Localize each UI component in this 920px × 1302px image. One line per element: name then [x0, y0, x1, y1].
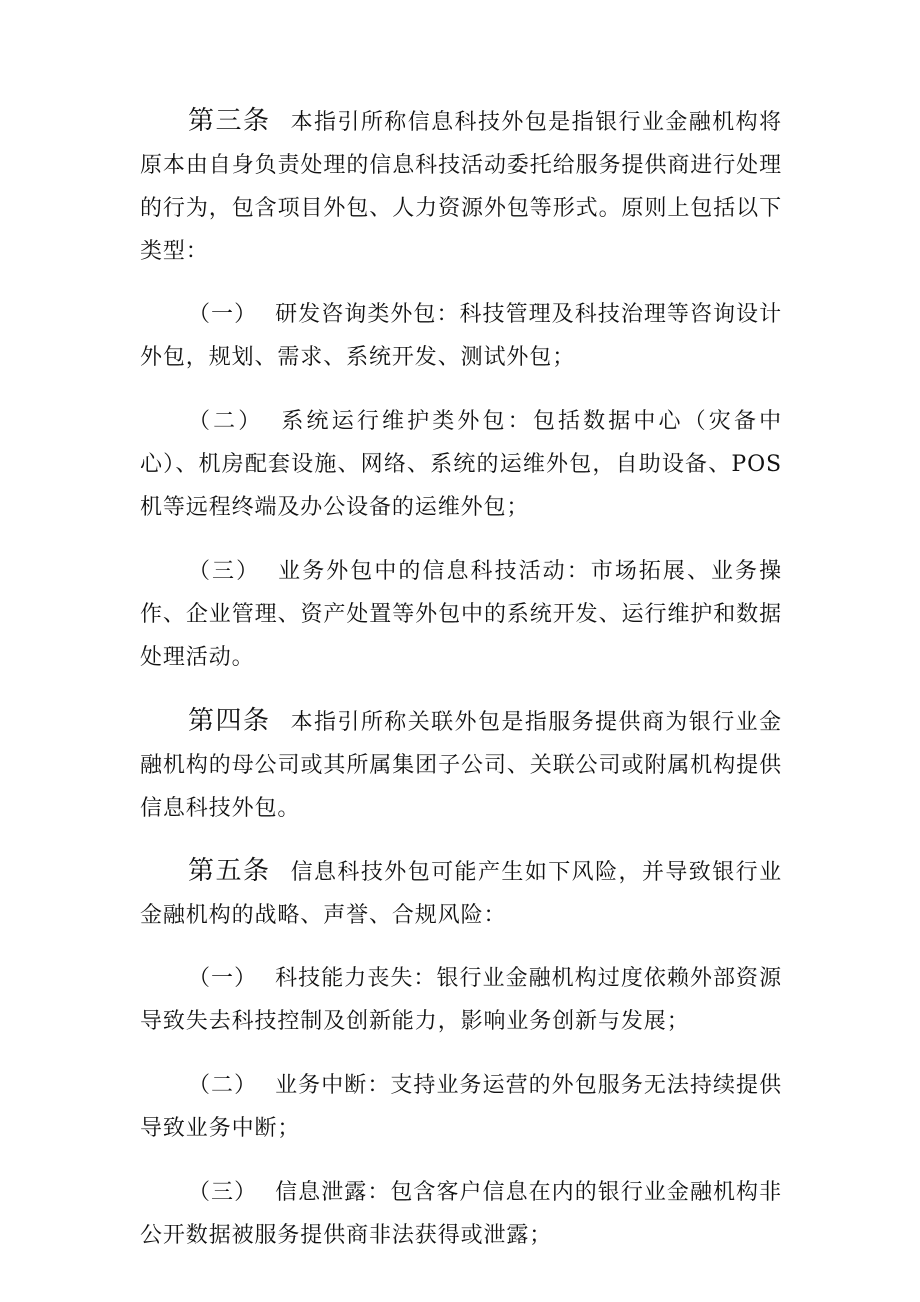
article-4 — [140, 700, 782, 830]
article-5-item-2 — [140, 1064, 782, 1150]
article-5-item-1 — [140, 957, 782, 1043]
item-number: （二） — [188, 1073, 258, 1098]
article-text: 信息科技外包可能产生如下风险，并导致银行业金融机构的战略、声誉、合规风险： — [140, 860, 782, 928]
article-5-item-3 — [140, 1171, 782, 1257]
item-text: 信息泄露：包含客户信息在内的银行业金融机构非公开数据被服务提供商非法获得或泄露； — [140, 1180, 782, 1248]
article-number: 第五条 — [188, 856, 271, 886]
item-number: （二） — [188, 409, 264, 434]
document-page — [140, 100, 782, 1278]
item-number: （一） — [188, 966, 258, 991]
article-number: 第三条 — [188, 106, 271, 136]
item-text: 业务外包中的信息科技活动：市场拓展、业务操作、企业管理、资产处置等外包中的系统开发、运行维护和数据处理活动。 — [140, 559, 783, 670]
article-text: 本指引所称信息科技外包是指银行业金融机构将原本由自身负责处理的信息科技活动委托给服务提供商进行处理的行为，包含项目外包、人力资源外包等形式。原则上包括以下类型： — [140, 110, 782, 264]
item-number: （三） — [188, 1180, 258, 1205]
article-3-item-2 — [140, 400, 782, 529]
article-text: 本指引所称关联外包是指服务提供商为银行业金融机构的母公司或其所属集团子公司、关联公司或附属机构提供信息科技外包。 — [140, 710, 782, 821]
item-number: （一） — [188, 302, 258, 327]
article-3-item-1 — [140, 293, 782, 379]
article-3-item-3 — [140, 550, 782, 679]
article-number: 第四条 — [188, 706, 271, 736]
item-text: 系统运行维护类外包：包括数据中心（灾备中心）、机房配套设施、网络、系统的运维外包，自助设备、POS机等远程终端及办公设备的运维外包； — [140, 409, 782, 520]
item-number: （三） — [188, 559, 261, 584]
article-5 — [140, 850, 782, 937]
item-text: 研发咨询类外包：科技管理及科技治理等咨询设计外包，规划、需求、系统开发、测试外包； — [140, 302, 782, 370]
item-text: 业务中断：支持业务运营的外包服务无法持续提供导致业务中断； — [140, 1073, 782, 1141]
article-3 — [140, 100, 782, 273]
item-text: 科技能力丧失：银行业金融机构过度依赖外部资源导致失去科技控制及创新能力，影响业务创新与发展； — [140, 966, 782, 1034]
